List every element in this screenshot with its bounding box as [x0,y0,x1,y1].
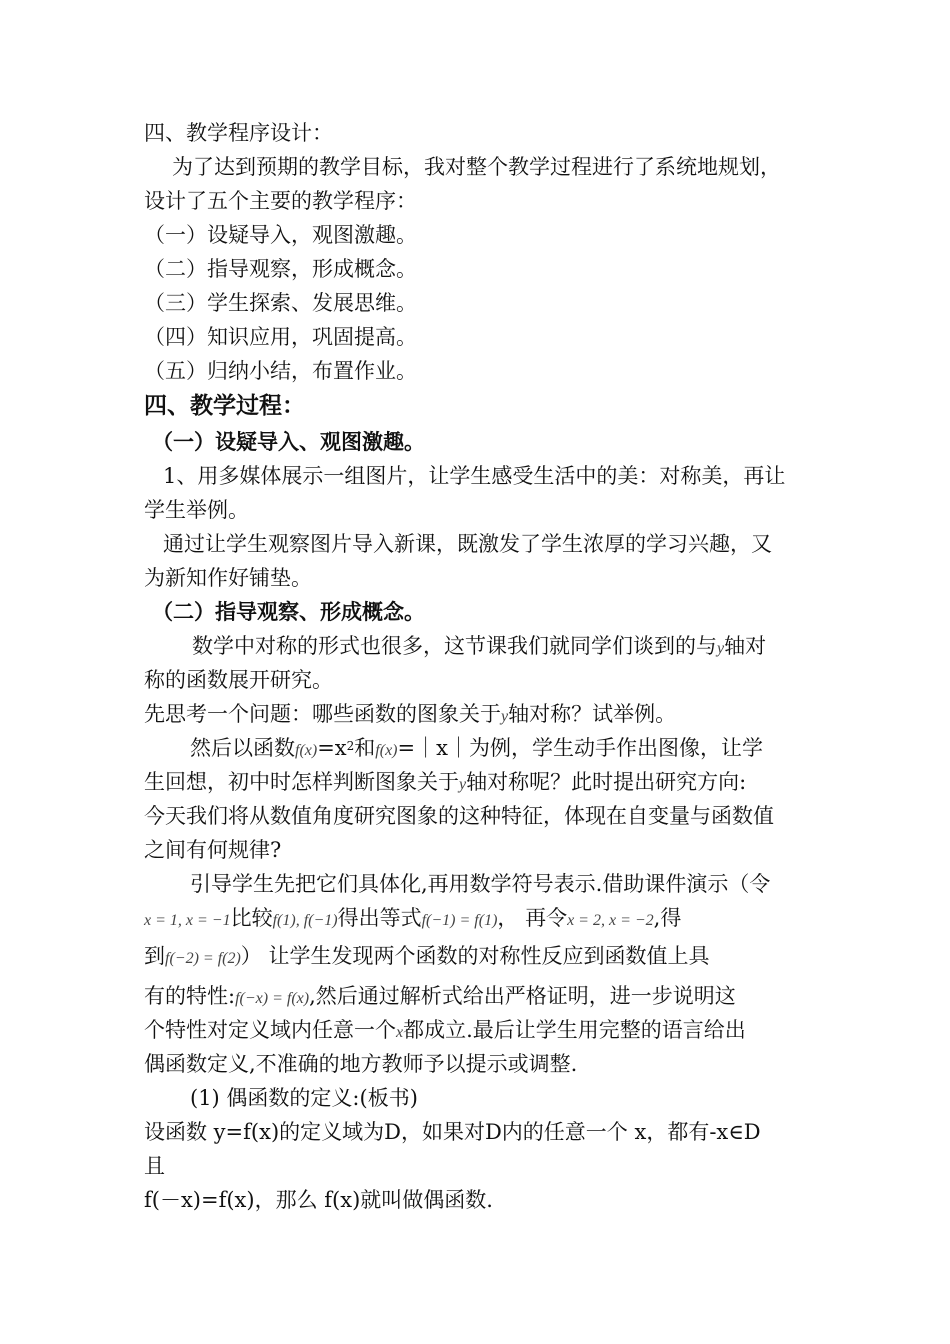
section-heading-process: 四、教学过程： [144,393,305,419]
list-item: （一）设疑导入，观图激趣。 [144,223,417,247]
paragraph-line: 生回想，初中时怎样判断图象关于y轴对称呢？此时提出研究方向: [144,770,747,794]
paragraph-line: 先思考一个问题：哪些函数的图象关于y轴对称？试举例。 [144,702,677,726]
definition-line: 且 [144,1154,165,1178]
paragraph-line: 之间有何规律? [144,838,282,862]
paragraph-line: 然后以函数$f(x)=x^2$和f(x)=｜x｜为例，学生动手作出图像，让学 [190,736,763,760]
paragraph-line: 个特性对定义域内任意一个x都成立.最后让学生用完整的语言给出 [144,1018,746,1042]
definition-heading: (1) 偶函数的定义:(板书) [190,1086,418,1110]
list-item: （二）指导观察，形成概念。 [144,257,417,281]
section-heading-design: 四、教学程序设计： [144,121,333,145]
paragraph-line: 称的函数展开研究。 [144,668,333,692]
paragraph-line: 到f(−2) = f(2)） 让学生发现两个函数的对称性反应到函数值上具 [144,944,710,968]
paragraph-line: 数学中对称的形式也很多，这节课我们就同学们谈到的与y轴对 [192,634,767,658]
paragraph-line: x = 1, x = −1比较f(1), f(−1)得出等式f(−1) = f(1)， 再令x = 2, x = −2,得 [144,906,682,930]
subsection-heading: （一）设疑导入、观图激趣。 [152,430,425,454]
paragraph-line: 设计了五个主要的教学程序： [144,189,417,213]
paragraph-line: 学生举例。 [144,498,249,522]
list-item: （四）知识应用，巩固提高。 [144,325,417,349]
paragraph-line: 1、用多媒体展示一组图片，让学生感受生活中的美：对称美，再让 [163,464,786,488]
list-item: （五）归纳小结，布置作业。 [144,359,417,383]
paragraph-line: 引导学生先把它们具体化,再用数学符号表示.借助课件演示（令 [190,872,771,896]
paragraph-line: 偶函数定义,不准确的地方教师予以提示或调整. [144,1052,578,1076]
list-item: （三）学生探索、发展思维。 [144,291,417,315]
paragraph-line: 通过让学生观察图片导入新课，既激发了学生浓厚的学习兴趣，又 [163,532,772,556]
paragraph-line: 为新知作好铺垫。 [144,566,312,590]
definition-line: f(－x)=f(x)，那么 f(x)就叫做偶函数. [144,1188,493,1212]
paragraph-line: 今天我们将从数值角度研究图象的这种特征，体现在自变量与函数值 [144,804,774,828]
subsection-heading: （二）指导观察、形成概念。 [152,600,425,624]
paragraph-line: 为了达到预期的教学目标，我对整个教学过程进行了系统地规划， [172,155,781,179]
paragraph-line: 有的特性:f(−x) = f(x),然后通过解析式给出严格证明，进一步说明这 [144,984,736,1008]
definition-line: 设函数 y=f(x)的定义域为D，如果对D内的任意一个 x，都有-x∈D [144,1120,761,1144]
